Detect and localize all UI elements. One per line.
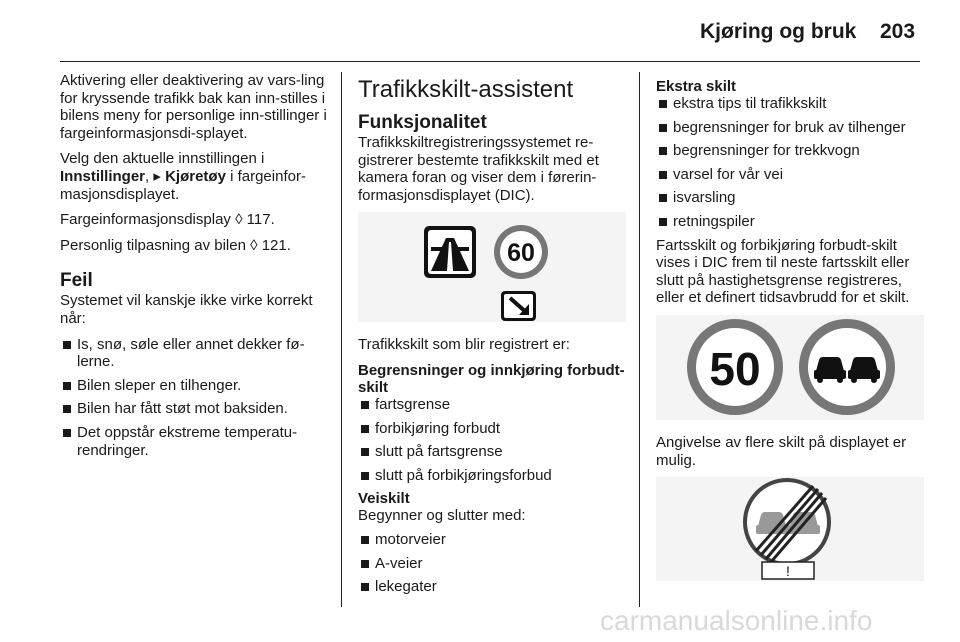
list-item: lekegater xyxy=(358,578,626,596)
fault-intro: Systemet vil kanskje ikke virke korrekt når: xyxy=(60,292,313,327)
function-intro: Trafikkskiltregistreringssystemet re-gistrerer bestemte trafikkskilt med et kamera foran og viser dem i førerin-formasjonsdisplayet (DIC). xyxy=(358,134,599,204)
road-signs-list xyxy=(358,531,626,596)
traffic-sign-figure-1 xyxy=(358,212,626,322)
sign-illustration-3 xyxy=(656,477,920,581)
plate-text: ! xyxy=(786,563,790,580)
settings-suffix: i fargeinfor-masjonsdisplayet. xyxy=(60,167,306,203)
extra-signs-heading: Ekstra skilt xyxy=(656,78,737,95)
list-item: begrensninger for trekkvogn xyxy=(656,142,924,160)
list-item: motorveier xyxy=(358,531,626,549)
reference-personalization[interactable]: Personlig tilpasning av bilen ◊ 121. xyxy=(60,236,291,254)
extra-signs-list xyxy=(656,95,924,231)
road-signs-intro: Begynner og slutter med: xyxy=(358,507,526,525)
intro-paragraph: Aktivering eller deaktivering av vars-ling for kryssende trafikk bak kan inn-stilles i bilens meny for personlige inn-stillinger i fargeinformasjonsdi-splayet. xyxy=(60,72,327,142)
list-item: Det oppstår ekstreme temperatu-rendringer. xyxy=(60,424,330,459)
list-item: slutt på fartsgrense xyxy=(358,443,626,461)
sign2-number: 50 xyxy=(709,342,761,395)
limits-heading: Begrensninger og innkjøring forbudt-skilt xyxy=(358,361,625,396)
section-title: Trafikkskilt-assistent xyxy=(358,76,574,103)
sign-illustration-2 xyxy=(656,315,920,420)
function-subhead: Funksjonalitet xyxy=(358,112,487,133)
limits-list xyxy=(358,396,626,484)
sign-illustration-1 xyxy=(358,212,626,322)
end-of-no-overtaking-sign-icon xyxy=(743,478,831,566)
fault-heading: Feil xyxy=(60,270,93,292)
reference-color-display[interactable]: Fargeinformasjonsdisplay ◊ 117. xyxy=(60,211,275,229)
motorway-sign-icon xyxy=(424,226,476,278)
list-item: A-veier xyxy=(358,555,626,573)
fault-list xyxy=(60,336,330,460)
header-rule xyxy=(60,61,920,62)
list-item: slutt på forbikjøringsforbud xyxy=(358,467,626,485)
list-item: Bilen sleper en tilhenger. xyxy=(60,377,330,395)
watermark: carmanualsonline.info xyxy=(600,605,873,636)
list-item: retningspiler xyxy=(656,213,924,231)
page-number: 203 xyxy=(880,20,916,43)
speed-limit-60-sign-icon xyxy=(494,225,548,279)
list-item: fartsgrense xyxy=(358,396,626,414)
no-overtaking-sign-icon xyxy=(799,319,895,415)
settings-paragraph: Velg den aktuelle innstillingen i Innstillinger, ▸ Kjøretøy i fargeinfor-masjonsdisplayet. xyxy=(60,150,306,203)
list-item: Bilen har fått støt mot baksiden. xyxy=(60,400,330,418)
page-header-title: Kjøring og bruk xyxy=(700,20,857,43)
traffic-sign-figure-2 xyxy=(656,315,924,420)
speed-limit-50-sign-icon xyxy=(687,319,783,415)
list-item: varsel for vår vei xyxy=(656,166,924,184)
road-signs-heading: Veiskilt xyxy=(358,490,410,508)
column-divider-1 xyxy=(341,72,342,607)
vehicle-menu-term: Kjøretøy xyxy=(165,167,226,185)
list-item: Is, snø, søle eller annet dekker fø-lerne. xyxy=(60,336,330,371)
list-item: isvarsling xyxy=(656,189,924,207)
column-2 xyxy=(358,72,626,602)
registered-intro: Trafikkskilt som blir registrert er: xyxy=(358,336,570,354)
column-3 xyxy=(656,72,924,591)
traffic-sign-figure-3 xyxy=(656,477,924,581)
column-divider-2 xyxy=(639,72,640,607)
list-item: begrensninger for bruk av tilhenger xyxy=(656,119,924,137)
display-duration-paragraph: Fartsskilt og forbikjøring forbudt-skilt vises i DIC frem til neste fartsskilt eller slutt på hastighetsgrense registreres, eller et definert tidsavbrudd for et skilt. xyxy=(656,236,910,307)
warning-plate-icon xyxy=(762,562,814,579)
settings-prefix: Velg den aktuelle innstillingen i xyxy=(60,150,265,168)
column-1 xyxy=(60,72,330,465)
play-icon: ▸ xyxy=(153,167,161,185)
list-item: ekstra tips til trafikkskilt xyxy=(656,95,924,113)
multiple-signs-paragraph: Angivelse av flere skilt på displayet er mulig. xyxy=(656,433,907,469)
list-item: forbikjøring forbudt xyxy=(358,420,626,438)
direction-arrow-icon xyxy=(501,291,536,321)
settings-menu-term: Innstillinger xyxy=(60,167,146,185)
sign1-number: 60 xyxy=(507,239,535,268)
